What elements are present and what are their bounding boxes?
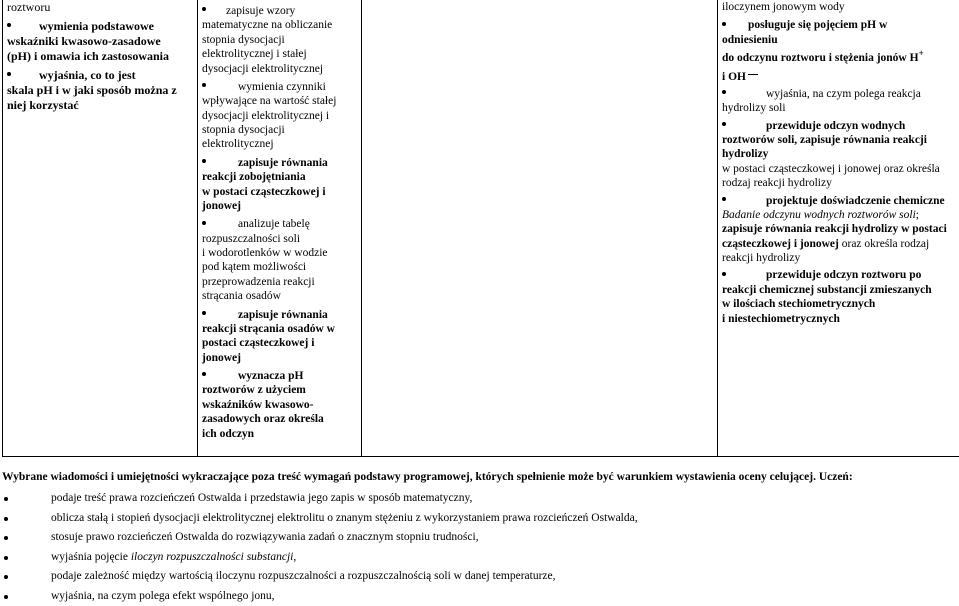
text-line: przewiduje odczyn wodnych bbox=[766, 120, 905, 132]
list-item bbox=[7, 68, 193, 113]
bullet-icon bbox=[4, 595, 8, 599]
text-line: zapisuje równania bbox=[238, 309, 328, 321]
text-line: wskaźników kwasowo- bbox=[202, 398, 357, 412]
text-line: wpływające na wartość stałej bbox=[202, 94, 357, 108]
list-item-text: wyjaśnia, na czym polega efekt wspólnego jonu, bbox=[51, 587, 275, 606]
text-line: ; bbox=[916, 209, 919, 221]
text-line: wyjaśnia, na czym polega reakcja bbox=[766, 88, 921, 100]
text-line: (pH) i omawia ich zastosowania bbox=[7, 49, 193, 64]
text-line: wyjaśnia, co to jest bbox=[39, 68, 136, 82]
bullet-icon bbox=[722, 272, 726, 276]
text-line: przeprowadzenia reakcji bbox=[202, 275, 357, 289]
list-item-text: oblicza stałą i stopień dysocjacji elektrolitycznej elektrolitu o znanym stężeniu z wykorzystaniem prawa rozcieńczeń Ostwalda, bbox=[51, 509, 638, 529]
text-line: strącania osadów bbox=[202, 289, 357, 303]
text-end: , bbox=[293, 551, 296, 563]
requirements-table bbox=[2, 0, 959, 457]
text-plain: wyjaśnia pojęcie bbox=[51, 551, 131, 563]
text-line: elektrolitycznej bbox=[202, 137, 357, 151]
bullet-icon bbox=[4, 556, 8, 560]
text-line: oraz określa rodzaj bbox=[839, 238, 929, 250]
text-line: elektrolitycznej i stałej bbox=[202, 47, 357, 61]
text-line: w postaci cząsteczkowej i jonowej oraz określa bbox=[722, 162, 959, 176]
text-line: roztworów z użyciem bbox=[202, 383, 357, 397]
text-line: zapisuje równania reakcji hydrolizy w postaci bbox=[722, 222, 959, 236]
text-line: postaci cząsteczkowej i bbox=[202, 336, 357, 350]
text-line: projektuje doświadczenie chemiczne bbox=[766, 195, 945, 207]
list-item bbox=[202, 80, 357, 152]
list-item-text: podaje zależność między wartością iloczynu rozpuszczalności a rozpuszczalnością soli w danej temperaturze, bbox=[51, 567, 556, 587]
text-line: stopnia dysocjacji bbox=[202, 33, 357, 47]
column-full bbox=[718, 0, 959, 457]
text-line: reakcji zobojętniania bbox=[202, 170, 357, 184]
bullet-icon bbox=[4, 536, 8, 540]
list-item bbox=[722, 194, 959, 266]
text-line: odniesieniu bbox=[722, 33, 959, 47]
advanced-requirements bbox=[2, 470, 957, 606]
text-line: stopnia dysocjacji bbox=[202, 123, 357, 137]
column-extended bbox=[198, 0, 362, 457]
bullet-icon bbox=[7, 23, 11, 27]
text-line: zasadowych oraz określa bbox=[202, 412, 357, 426]
text-line: rodzaj reakcji hydrolizy bbox=[722, 176, 959, 190]
text-line: hydrolizy soli bbox=[722, 101, 959, 115]
text-line: jonowej bbox=[202, 199, 357, 213]
text-line: w ilościach stechiometrycznych bbox=[722, 297, 959, 311]
bullet-icon bbox=[722, 90, 726, 94]
bullet-icon bbox=[4, 497, 8, 501]
text-line: wyznacza pH bbox=[238, 370, 303, 382]
text-line: w postaci cząsteczkowej i bbox=[202, 185, 357, 199]
text-line: i OH bbox=[722, 71, 746, 83]
list-item bbox=[722, 268, 959, 326]
list-item-text: podaje treść prawa rozcieńczeń Ostwalda i przedstawia jego zapis w sposób matematyczny, bbox=[51, 489, 472, 509]
text-line: matematyczne na obliczanie bbox=[202, 18, 357, 32]
text-line: i wodorotlenków w wodzie bbox=[202, 246, 357, 260]
text-line-bold: cząsteczkowej i jonowej bbox=[722, 238, 839, 250]
list-item bbox=[2, 528, 957, 548]
list-item bbox=[2, 489, 957, 509]
list-item bbox=[722, 87, 959, 116]
superscript: + bbox=[919, 48, 924, 58]
list-item bbox=[202, 369, 357, 441]
text-line: dysocjacji elektrolitycznej bbox=[202, 62, 357, 76]
superscript-minus bbox=[748, 74, 758, 75]
text-line: reakcji hydrolizy bbox=[722, 251, 959, 265]
continued-text: roztworu bbox=[7, 0, 193, 15]
text-line: zapisuje wzory bbox=[226, 5, 295, 17]
text-line-italic: Badanie odczynu wodnych roztworów soli bbox=[722, 209, 916, 221]
bullet-icon bbox=[7, 72, 11, 76]
text-line: zapisuje równania bbox=[238, 157, 328, 169]
text-line: reakcji chemicznej substancji zmieszanych bbox=[722, 283, 959, 297]
bullet-icon bbox=[4, 517, 8, 521]
text-line: ich odczyn bbox=[202, 427, 357, 441]
text-line: skala pH i w jaki sposób można z bbox=[7, 83, 193, 98]
text-line: roztworów soli, zapisuje równania reakcji bbox=[722, 133, 959, 147]
section-heading: Wybrane wiadomości i umiejętności wykraczające poza treść wymagań podstawy programowej, których spełnienie może być warunkiem wystawienia oceny celującej. Uczeń: bbox=[2, 470, 957, 484]
text-line: wymienia czynniki bbox=[238, 81, 326, 93]
bullet-icon bbox=[202, 7, 206, 11]
text-line: do odczynu roztworu i stężenia jonów H bbox=[722, 52, 919, 64]
text-line: pod kątem możliwości bbox=[202, 260, 357, 274]
text-line: przewiduje odczyn roztworu po bbox=[766, 269, 921, 281]
text-line: rozpuszczalności soli bbox=[202, 232, 357, 246]
bullet-icon bbox=[202, 83, 206, 87]
text-line: i niestechiometrycznych bbox=[722, 312, 959, 326]
bullet-icon bbox=[202, 159, 206, 163]
bullet-icon bbox=[4, 575, 8, 579]
list-item bbox=[202, 308, 357, 366]
list-item-text: stosuje prawo rozcieńczeń Ostwalda do rozwiązywania zadań o znacznym stopniu trudności, bbox=[51, 528, 479, 548]
text-line: hydrolizy bbox=[722, 147, 959, 161]
list-item bbox=[2, 548, 957, 568]
text-line: jonowej bbox=[202, 351, 357, 365]
text-line: niej korzystać bbox=[7, 98, 193, 113]
text-italic: iloczyn rozpuszczalności substancji bbox=[131, 551, 294, 563]
list-item bbox=[722, 119, 959, 191]
text-line: wskaźniki kwasowo-zasadowe bbox=[7, 34, 193, 49]
list-item bbox=[722, 18, 959, 84]
text-line: dysocjacji elektrolitycznej i bbox=[202, 109, 357, 123]
text-line: posługuje się pojęciem pH w bbox=[748, 19, 887, 31]
continued-text: iloczynem jonowym wody bbox=[722, 0, 959, 14]
bullet-icon bbox=[202, 221, 206, 225]
bullet-icon bbox=[202, 372, 206, 376]
column-basic bbox=[3, 0, 198, 457]
list-item bbox=[202, 4, 357, 76]
bullet-icon bbox=[722, 197, 726, 201]
bullet-icon bbox=[722, 22, 726, 26]
list-item-text bbox=[51, 548, 296, 568]
list-item bbox=[7, 19, 193, 64]
list-item bbox=[202, 156, 357, 214]
text-line: reakcji strącania osadów w bbox=[202, 322, 357, 336]
text-line: analizuje tabelę bbox=[238, 218, 310, 230]
text-line: wymienia podstawowe bbox=[39, 19, 154, 33]
bullet-icon bbox=[722, 122, 726, 126]
bullet-icon bbox=[202, 311, 206, 315]
list-item bbox=[202, 217, 357, 303]
list-item bbox=[2, 567, 957, 587]
column-empty bbox=[362, 0, 718, 457]
list-item bbox=[2, 509, 957, 529]
list-item bbox=[2, 587, 957, 606]
